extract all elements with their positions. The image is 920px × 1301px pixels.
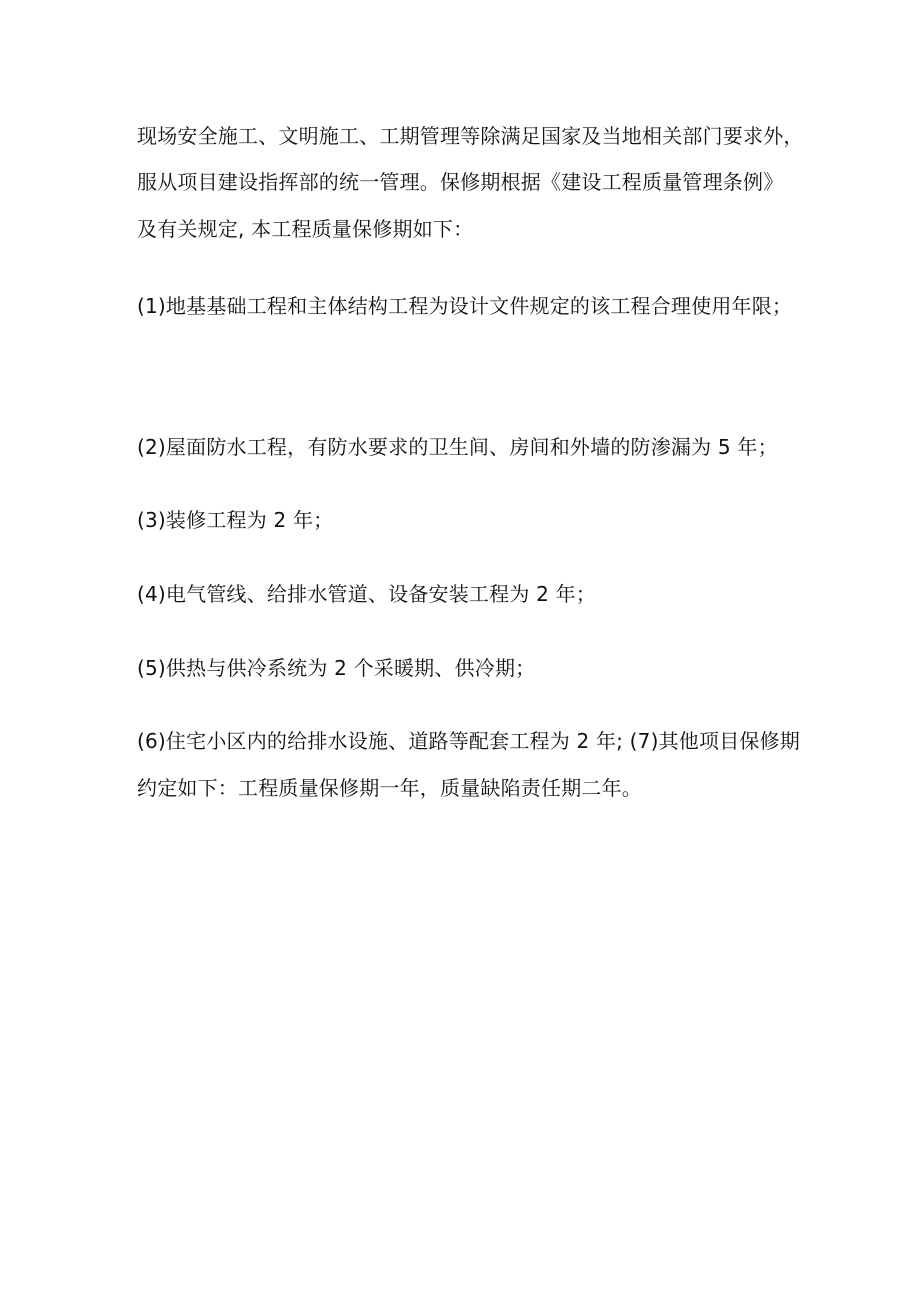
- warranty-item-4: (4)电气管线、给排水管道、设备安装工程为 2 年；: [137, 582, 596, 606]
- paragraph-intro-line-2: 服从项目建设指挥部的统一管理。保修期根据《建设工程质量管理条例》: [137, 170, 784, 194]
- paragraph-intro-line-1: 现场安全施工、文明施工、工期管理等除满足国家及当地相关部门要求外，: [137, 124, 804, 148]
- warranty-item-1: (1)地基基础工程和主体结构工程为设计文件规定的该工程合理使用年限；: [137, 294, 793, 318]
- warranty-item-3: (3)装修工程为 2 年；: [137, 508, 334, 532]
- warranty-item-5: (5)供热与供冷系统为 2 个采暖期、供冷期；: [137, 656, 536, 680]
- paragraph-intro-line-3: 及有关规定, 本工程质量保修期如下：: [137, 217, 474, 241]
- warranty-item-6-line-1: (6)住宅小区内的给排水设施、道路等配套工程为 2 年; (7)其他项目保修期: [137, 729, 800, 753]
- warranty-item-2: (2)屋面防水工程，有防水要求的卫生间、房间和外墙的防渗漏为 5 年；: [137, 435, 778, 459]
- warranty-item-6-line-2: 约定如下：工程质量保修期一年，质量缺陷责任期二年。: [137, 776, 642, 800]
